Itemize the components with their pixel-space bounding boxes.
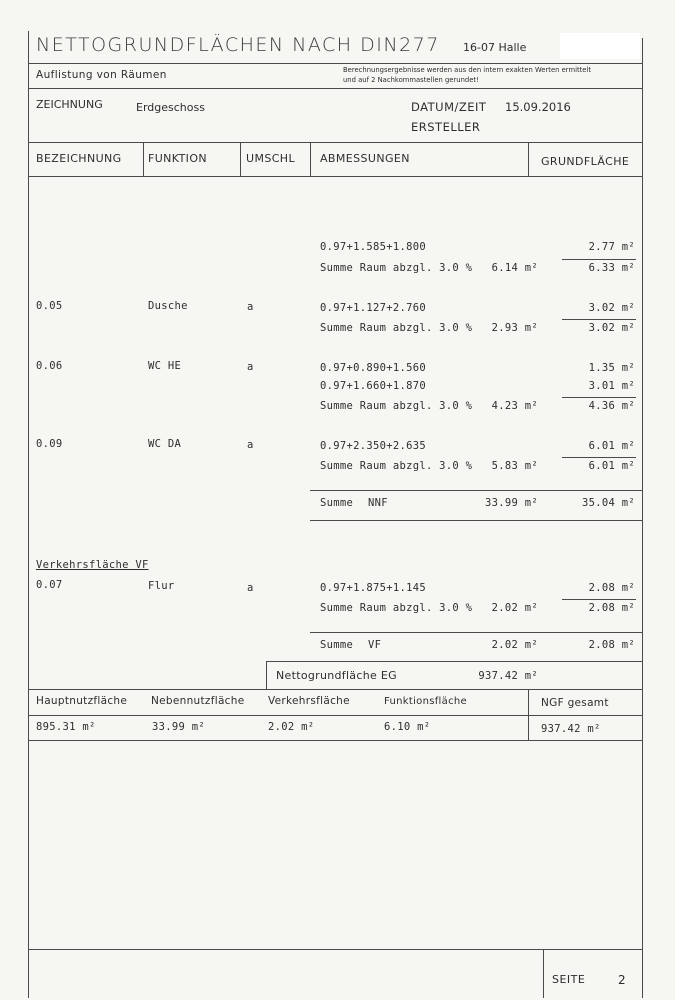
col-divider-4 [528,142,529,176]
nnf-rule-bottom [310,520,642,521]
row1-function: Dusche [148,300,188,312]
summary-rule-mid [28,715,642,716]
row4-abzug: 2.02 m² [491,602,538,614]
ersteller-label: ERSTELLER [411,120,481,134]
row1-area: 3.02 m² [588,302,635,314]
row4-sum-rule [562,599,636,600]
project-name: 16-07 Halle [463,41,527,54]
summary-ff-label: Funktionsfläche [384,696,467,707]
row4-function: Flur [148,580,175,592]
row4-area: 2.08 m² [588,582,635,594]
row0-sum-rule [562,259,636,260]
calculation-note-1: Berechnungsergebnisse werden aus den intern exakten Werten ermittelt [343,66,592,74]
vf-value: 2.02 m² [491,639,538,651]
rule-header-bottom [28,176,642,177]
col-divider-3 [310,142,311,176]
summary-ff-value: 6.10 m² [384,721,431,733]
vf-type: VF [368,639,382,651]
col-grundflaeche: GRUNDFLÄCHE [541,155,630,168]
rule-title [28,63,642,64]
col-bezeichnung: BEZEICHNUNG [36,152,122,165]
footer-divider [543,949,544,998]
col-umschl: UMSCHL [246,152,296,165]
summary-vf-value: 2.02 m² [268,721,315,733]
row3-number: 0.09 [36,438,63,450]
datum-label: DATUM/ZEIT [411,100,487,114]
footer-rule [28,949,642,950]
row0-abzug: 6.14 m² [491,262,538,274]
row3-function: WC DA [148,438,182,450]
row1-abzug: 2.93 m² [491,322,538,334]
nnf-summe-label: Summe [320,497,354,509]
nnf-rule-top [310,490,642,491]
row4-summe-label: Summe Raum abzgl. 3.0 % [320,602,473,614]
zeichnung-value: Erdgeschoss [136,101,205,114]
summary-hnf-label: Hauptnutzfläche [36,695,128,707]
row2-dimension-1: 0.97+0.890+1.560 [320,362,426,374]
row2-sum-rule [562,397,636,398]
vf-total: 2.08 m² [588,639,635,651]
row1-total: 3.02 m² [588,322,635,334]
row4-dimension: 0.97+1.875+1.145 [320,582,426,594]
frame-right [642,38,643,998]
page-title: NETTOGRUNDFLÄCHEN NACH DIN277 [36,34,440,56]
subtitle: Auflistung von Räumen [36,69,167,81]
vf-rule-bottom [266,661,642,662]
row0-area: 2.77 m² [588,241,635,253]
row3-sum-rule [562,457,636,458]
summary-rule-bottom [28,740,642,741]
summary-hnf-value: 895.31 m² [36,721,96,733]
rule-subtitle [28,88,642,89]
row2-abzug: 4.23 m² [491,400,538,412]
row1-number: 0.05 [36,300,63,312]
ngf-eg-label: Nettogrundfläche EG [276,669,397,682]
row3-umschl: a [247,439,254,451]
redacted-area [560,33,640,59]
row1-sum-rule [562,319,636,320]
row2-dimension-2: 0.97+1.660+1.870 [320,380,426,392]
vf-rule-top [310,632,642,633]
row0-total: 6.33 m² [588,262,635,274]
vf-heading: Verkehrsfläche VF [36,559,149,571]
ngf-eg-value: 937.42 m² [478,670,538,682]
row4-umschl: a [247,582,254,594]
datum-value: 15.09.2016 [505,100,571,114]
summary-ngf-value: 937.42 m² [541,723,601,735]
row2-total: 4.36 m² [588,400,635,412]
calculation-note-2: und auf 2 Nachkommastellen gerundet! [343,76,479,84]
row3-area: 6.01 m² [588,440,635,452]
row0-summe-label: Summe Raum abzgl. 3.0 % [320,262,473,274]
row1-summe-label: Summe Raum abzgl. 3.0 % [320,322,473,334]
col-divider-1 [143,142,144,176]
summary-nnf-label: Nebennutzfläche [151,695,245,707]
row4-number: 0.07 [36,579,63,591]
row3-summe-label: Summe Raum abzgl. 3.0 % [320,460,473,472]
summary-vf-label: Verkehrsfläche [268,695,350,707]
row2-area-1: 1.35 m² [588,362,635,374]
rule-header-top [28,142,642,143]
row2-summe-label: Summe Raum abzgl. 3.0 % [320,400,473,412]
row3-dimension: 0.97+2.350+2.635 [320,440,426,452]
ngf-eg-divider [266,661,267,689]
summary-ngf-label: NGF gesamt [541,697,609,709]
row2-number: 0.06 [36,360,63,372]
col-divider-2 [240,142,241,176]
nnf-value: 33.99 m² [485,497,538,509]
seite-value: 2 [618,973,626,987]
row2-umschl: a [247,361,254,373]
nnf-type: NNF [368,497,388,509]
nnf-total: 35.04 m² [582,497,635,509]
row2-area-2: 3.01 m² [588,380,635,392]
col-abmessungen: ABMESSUNGEN [320,152,410,165]
summary-divider [528,689,529,740]
row2-function: WC HE [148,360,182,372]
row3-abzug: 5.83 m² [491,460,538,472]
zeichnung-label: ZEICHNUNG [36,98,103,111]
row4-total: 2.08 m² [588,602,635,614]
row3-total: 6.01 m² [588,460,635,472]
col-funktion: FUNKTION [148,152,208,165]
row1-dimension: 0.97+1.127+2.760 [320,302,426,314]
row1-umschl: a [247,301,254,313]
summary-rule-top [28,689,642,690]
row0-dimension: 0.97+1.585+1.800 [320,241,426,253]
seite-label: SEITE [552,973,586,986]
vf-summe-label: Summe [320,639,354,651]
summary-nnf-value: 33.99 m² [152,721,205,733]
